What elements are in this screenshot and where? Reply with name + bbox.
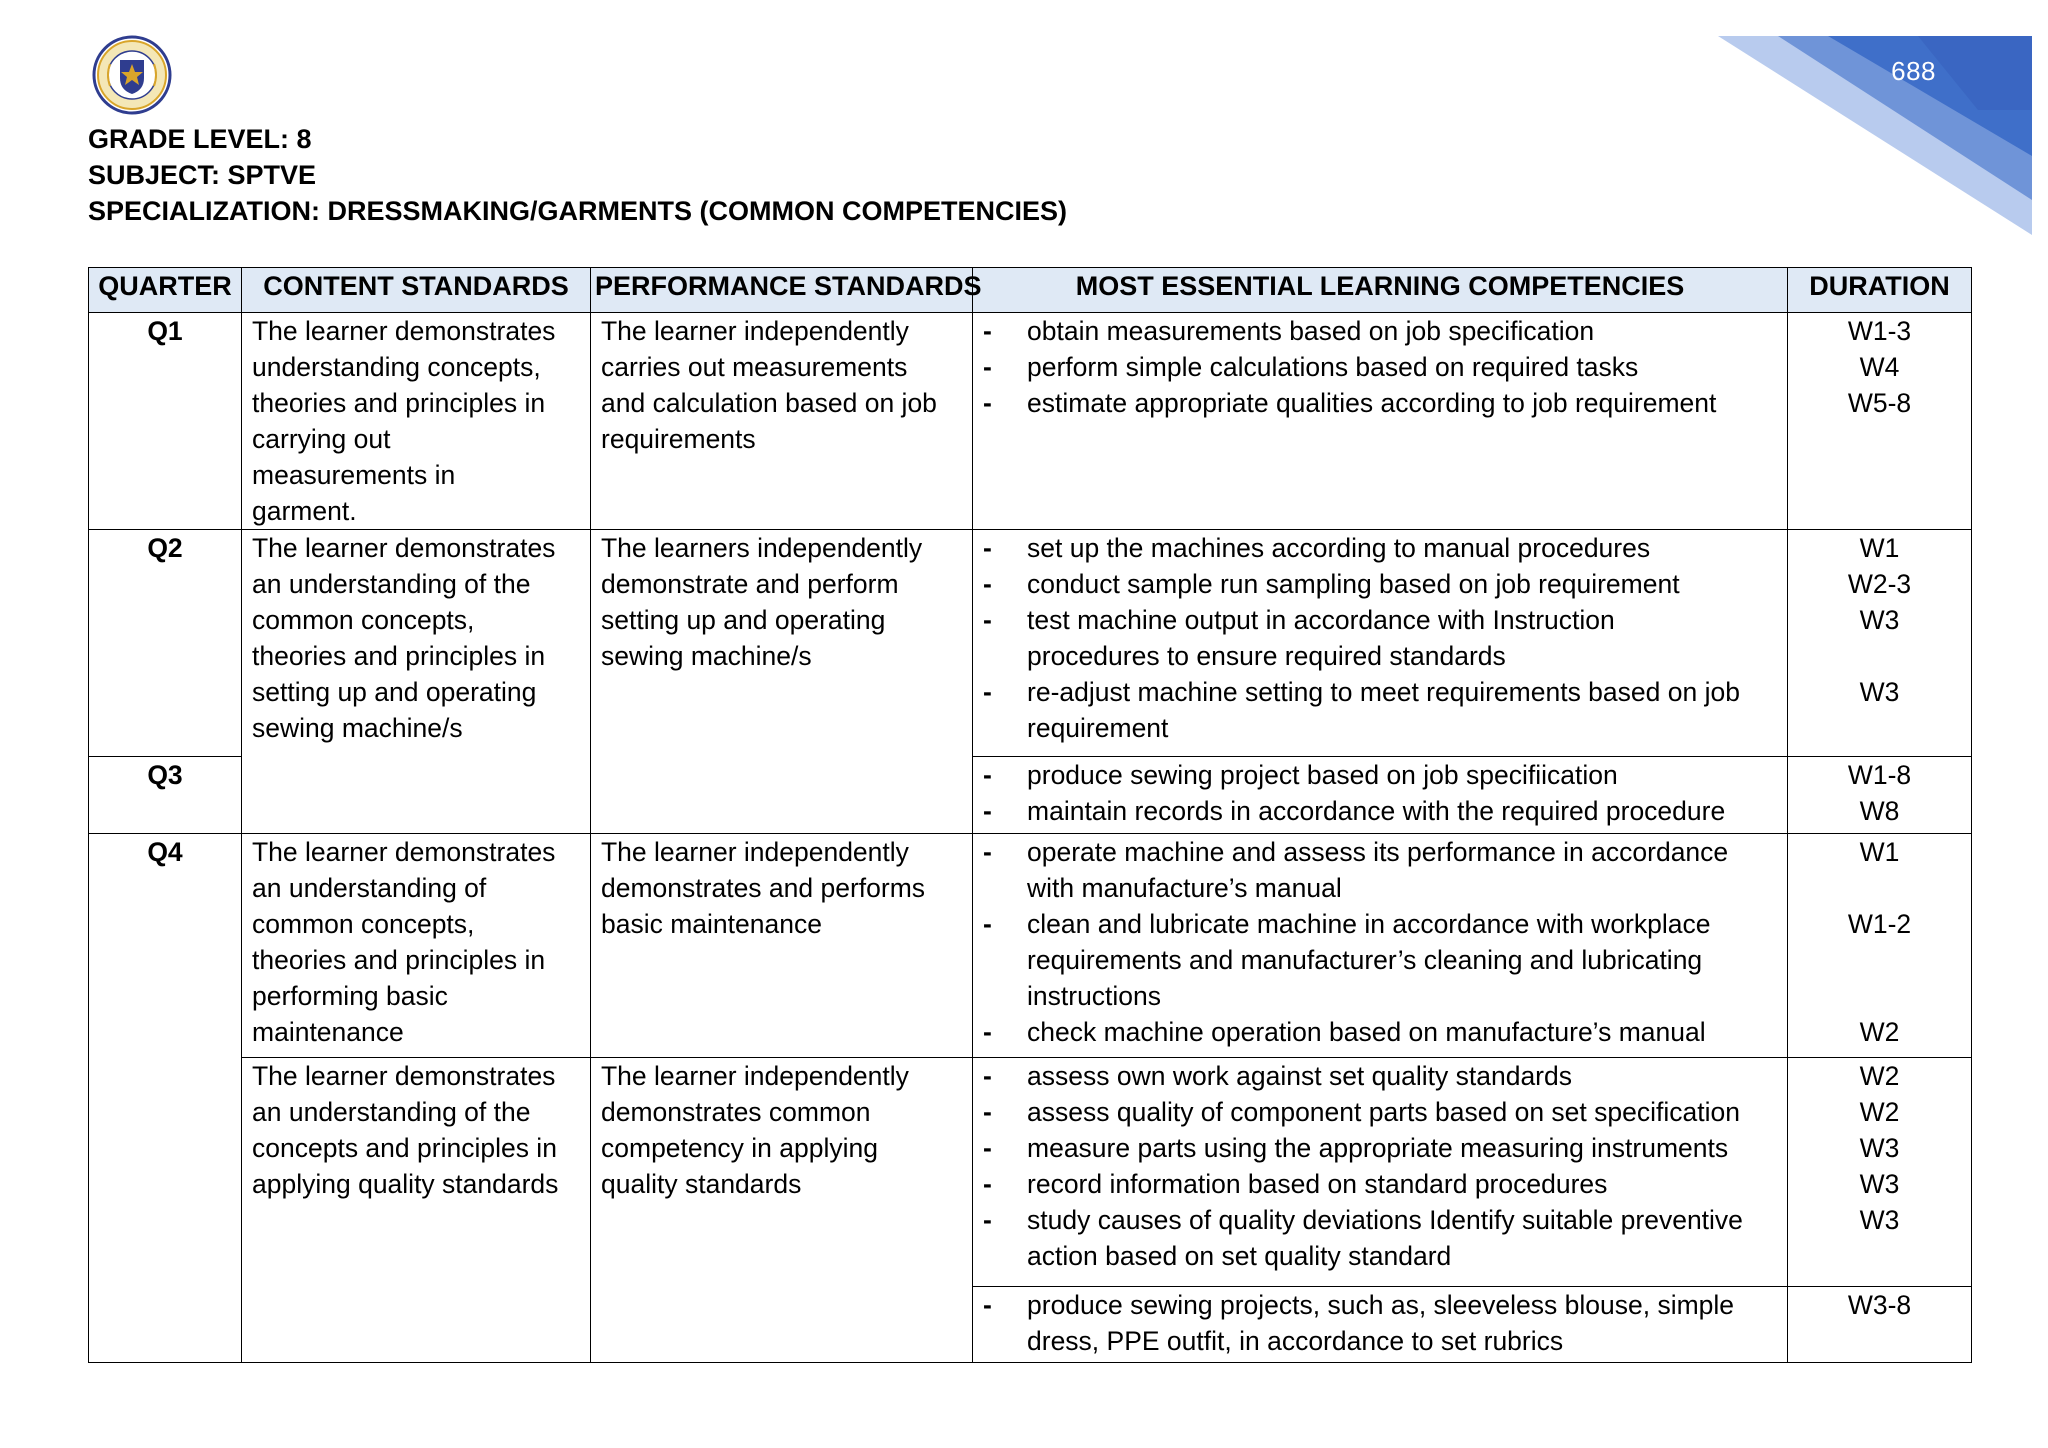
- cell-line: The learner independently: [601, 316, 909, 346]
- cell-line: performing basic: [252, 981, 448, 1011]
- grade-level-label: GRADE LEVEL: 8: [88, 124, 312, 154]
- cell-line: competency in applying: [601, 1133, 878, 1163]
- bullet-dash: -: [983, 533, 992, 563]
- cell-line: [1798, 638, 1961, 674]
- competencies-cell: [973, 530, 1788, 757]
- cell-line: The learner independently: [601, 1061, 909, 1091]
- bullet-dash: -: [983, 605, 992, 635]
- cell-line: W4: [1859, 352, 1900, 382]
- list-item: [983, 674, 1777, 746]
- table-row: [89, 834, 1972, 1058]
- cell-line: common concepts,: [252, 605, 475, 635]
- content-standards-cell: [242, 834, 591, 1058]
- list-item: [983, 1014, 1777, 1050]
- duration-cell: [1788, 757, 1972, 834]
- bullet-dash: -: [983, 837, 992, 867]
- table-row: [89, 313, 1972, 530]
- competency-line: dress, PPE outfit, in accordance to set rubrics: [1027, 1326, 1564, 1356]
- competency-text: [1027, 793, 1725, 829]
- cell-line: theories and principles in: [252, 945, 546, 975]
- duration-cell: [1788, 834, 1972, 1058]
- bullet-dash: -: [983, 1205, 992, 1235]
- cell-line: W3: [1859, 605, 1900, 635]
- cell-line: W3: [1859, 677, 1900, 707]
- cell-line: common concepts,: [252, 909, 475, 939]
- competency-text: [1027, 349, 1638, 385]
- bullet-dash: -: [983, 1169, 992, 1199]
- competencies-cell: [973, 834, 1788, 1058]
- cell-line: W1-8: [1847, 760, 1912, 790]
- competencies-cell: [973, 757, 1788, 834]
- corner-decoration: [1718, 0, 2048, 235]
- cell-line: setting up and operating: [601, 605, 886, 635]
- competency-text: [1027, 1094, 1740, 1130]
- quarter-cell: Q2: [89, 530, 242, 757]
- competency-text: [1027, 385, 1716, 421]
- competency-text: [1027, 674, 1740, 746]
- cell-line: carries out measurements: [601, 352, 908, 382]
- cell-line: theories and principles in: [252, 641, 546, 671]
- competency-text: [1027, 834, 1728, 906]
- cell-line: [1798, 870, 1961, 906]
- competencies-cell: [973, 1058, 1788, 1287]
- cell-line: W3-8: [1847, 1290, 1912, 1320]
- cell-line: The learner demonstrates: [252, 533, 556, 563]
- competency-line: maintain records in accordance with the required procedure: [1027, 796, 1726, 826]
- column-header-quarter: QUARTER: [89, 268, 242, 313]
- list-item: [983, 602, 1777, 674]
- cell-line: maintenance: [252, 1017, 404, 1047]
- cell-line: W1: [1859, 837, 1900, 867]
- list-item: [983, 1130, 1777, 1166]
- competency-line: clean and lubricate machine in accordance with workplace: [1027, 909, 1711, 939]
- competency-text: [1027, 1058, 1572, 1094]
- bullet-dash: -: [983, 388, 992, 418]
- cell-line: theories and principles in: [252, 388, 546, 418]
- cell-line: W3: [1859, 1133, 1900, 1163]
- competency-line: requirement: [1027, 713, 1169, 743]
- competency-line: action based on set quality standard: [1027, 1241, 1452, 1271]
- column-header-competencies: MOST ESSENTIAL LEARNING COMPETENCIES: [973, 268, 1788, 313]
- cell-line: sewing machine/s: [601, 641, 812, 671]
- cell-line: quality standards: [601, 1169, 802, 1199]
- bullet-dash: -: [983, 569, 992, 599]
- cell-line: W1: [1859, 533, 1900, 563]
- competency-text: [1027, 1287, 1734, 1359]
- competency-line: produce sewing projects, such as, sleeveless blouse, simple: [1027, 1290, 1735, 1320]
- list-item: [983, 834, 1777, 906]
- column-header-content-standards: CONTENT STANDARDS: [242, 268, 591, 313]
- competency-line: operate machine and assess its performance in accordance: [1027, 837, 1729, 867]
- competency-line: with manufacture’s manual: [1027, 873, 1342, 903]
- cell-line: W3: [1859, 1169, 1900, 1199]
- list-item: [983, 1287, 1777, 1359]
- duration-cell: [1788, 1058, 1972, 1287]
- list-item: [983, 530, 1777, 566]
- competency-line: requirements and manufacturer’s cleaning and lubricating: [1027, 945, 1703, 975]
- cell-line: understanding concepts,: [252, 352, 541, 382]
- cell-line: demonstrate and perform: [601, 569, 899, 599]
- cell-line: W2: [1859, 1061, 1900, 1091]
- quarter-cell: Q4: [89, 834, 242, 1363]
- cell-line: an understanding of: [252, 873, 487, 903]
- competency-text: [1027, 906, 1711, 1014]
- cell-line: The learner demonstrates: [252, 316, 556, 346]
- bullet-dash: -: [983, 760, 992, 790]
- competency-line: produce sewing project based on job specifiication: [1027, 760, 1618, 790]
- list-item: [983, 793, 1777, 829]
- cell-line: W5-8: [1847, 388, 1912, 418]
- cell-line: The learner demonstrates: [252, 1061, 556, 1091]
- melc-table: [88, 267, 1972, 1363]
- specialization-label: SPECIALIZATION: DRESSMAKING/GARMENTS (COMMON COMPETENCIES): [88, 196, 1068, 226]
- cell-line: sewing machine/s: [252, 713, 463, 743]
- competency-line: instructions: [1027, 981, 1162, 1011]
- list-item: [983, 1202, 1777, 1274]
- bullet-dash: -: [983, 1290, 992, 1320]
- bullet-dash: -: [983, 1061, 992, 1091]
- competency-line: conduct sample run sampling based on job requirement: [1027, 569, 1680, 599]
- content-standards-cell: [242, 530, 591, 834]
- list-item: [983, 906, 1777, 1014]
- bullet-dash: -: [983, 1097, 992, 1127]
- cell-line: W2-3: [1847, 569, 1912, 599]
- cell-line: [1798, 978, 1961, 1014]
- competency-line: assess own work against set quality standards: [1027, 1061, 1572, 1091]
- competency-line: re-adjust machine setting to meet requirements based on job: [1027, 677, 1740, 707]
- competency-text: [1027, 757, 1618, 793]
- cell-line: W2: [1859, 1097, 1900, 1127]
- competency-text: [1027, 566, 1680, 602]
- content-standards-cell: [242, 313, 591, 530]
- cell-line: W2: [1859, 1017, 1900, 1047]
- cell-line: demonstrates common: [601, 1097, 871, 1127]
- performance-standards-cell: [591, 834, 973, 1058]
- page-number: 688: [1891, 56, 1936, 86]
- list-item: [983, 1166, 1777, 1202]
- cell-line: The learner independently: [601, 837, 909, 867]
- cell-line: demonstrates and performs: [601, 873, 926, 903]
- quarter-cell: Q3: [89, 757, 242, 834]
- list-item: [983, 566, 1777, 602]
- competencies-cell: [973, 313, 1788, 530]
- cell-line: The learners independently: [601, 533, 923, 563]
- bullet-dash: -: [983, 909, 992, 939]
- performance-standards-cell: [591, 313, 973, 530]
- cell-line: concepts and principles in: [252, 1133, 557, 1163]
- performance-standards-cell: [591, 530, 973, 834]
- competency-line: check machine operation based on manufacture’s manual: [1027, 1017, 1706, 1047]
- competency-line: study causes of quality deviations Identify suitable preventive: [1027, 1205, 1743, 1235]
- cell-line: garment.: [252, 496, 357, 526]
- cell-line: requirements: [601, 424, 756, 454]
- column-header-duration: DURATION: [1788, 268, 1972, 313]
- competency-line: assess quality of component parts based on set specification: [1027, 1097, 1740, 1127]
- bullet-dash: -: [983, 796, 992, 826]
- list-item: [983, 349, 1777, 385]
- list-item: [983, 385, 1777, 421]
- performance-standards-cell: [591, 1058, 973, 1363]
- competency-line: estimate appropriate qualities according to job requirement: [1027, 388, 1717, 418]
- bullet-dash: -: [983, 1017, 992, 1047]
- quarter-cell: Q1: [89, 313, 242, 530]
- list-item: [983, 1094, 1777, 1130]
- cell-line: an understanding of the: [252, 1097, 531, 1127]
- competency-text: [1027, 1014, 1706, 1050]
- bullet-dash: -: [983, 677, 992, 707]
- competency-line: perform simple calculations based on required tasks: [1027, 352, 1639, 382]
- bullet-dash: -: [983, 352, 992, 382]
- deped-seal-icon: [86, 34, 178, 116]
- cell-line: The learner demonstrates: [252, 837, 556, 867]
- competency-line: record information based on standard procedures: [1027, 1169, 1608, 1199]
- competency-text: [1027, 602, 1615, 674]
- duration-cell: [1788, 1287, 1972, 1363]
- bullet-dash: -: [983, 316, 992, 346]
- competencies-cell: [973, 1287, 1788, 1363]
- competency-text: [1027, 313, 1594, 349]
- bullet-dash: -: [983, 1133, 992, 1163]
- list-item: [983, 313, 1777, 349]
- competency-line: measure parts using the appropriate measuring instruments: [1027, 1133, 1729, 1163]
- table-row: [89, 530, 1972, 757]
- column-header-performance-standards: PERFORMANCE STANDARDS: [591, 268, 973, 313]
- cell-line: carrying out: [252, 424, 391, 454]
- competency-line: set up the machines according to manual procedures: [1027, 533, 1651, 563]
- cell-line: W3: [1859, 1205, 1900, 1235]
- cell-line: W8: [1859, 796, 1900, 826]
- document-header: [88, 121, 1067, 229]
- competency-line: obtain measurements based on job specification: [1027, 316, 1595, 346]
- competency-text: [1027, 530, 1650, 566]
- list-item: [983, 757, 1777, 793]
- competency-text: [1027, 1166, 1607, 1202]
- competency-line: test machine output in accordance with Instruction: [1027, 605, 1615, 635]
- cell-line: [1798, 942, 1961, 978]
- cell-line: an understanding of the: [252, 569, 531, 599]
- cell-line: basic maintenance: [601, 909, 822, 939]
- duration-cell: [1788, 530, 1972, 757]
- cell-line: and calculation based on job: [601, 388, 937, 418]
- table-header-row: [89, 268, 1972, 313]
- cell-line: W1-2: [1847, 909, 1912, 939]
- competency-line: procedures to ensure required standards: [1027, 641, 1506, 671]
- content-standards-cell: [242, 1058, 591, 1363]
- list-item: [983, 1058, 1777, 1094]
- competency-text: [1027, 1202, 1743, 1274]
- cell-line: setting up and operating: [252, 677, 537, 707]
- cell-line: applying quality standards: [252, 1169, 559, 1199]
- competency-text: [1027, 1130, 1728, 1166]
- table-row: [89, 1058, 1972, 1287]
- subject-label: SUBJECT: SPTVE: [88, 160, 317, 190]
- duration-cell: [1788, 313, 1972, 530]
- cell-line: W1-3: [1847, 316, 1912, 346]
- cell-line: measurements in: [252, 460, 456, 490]
